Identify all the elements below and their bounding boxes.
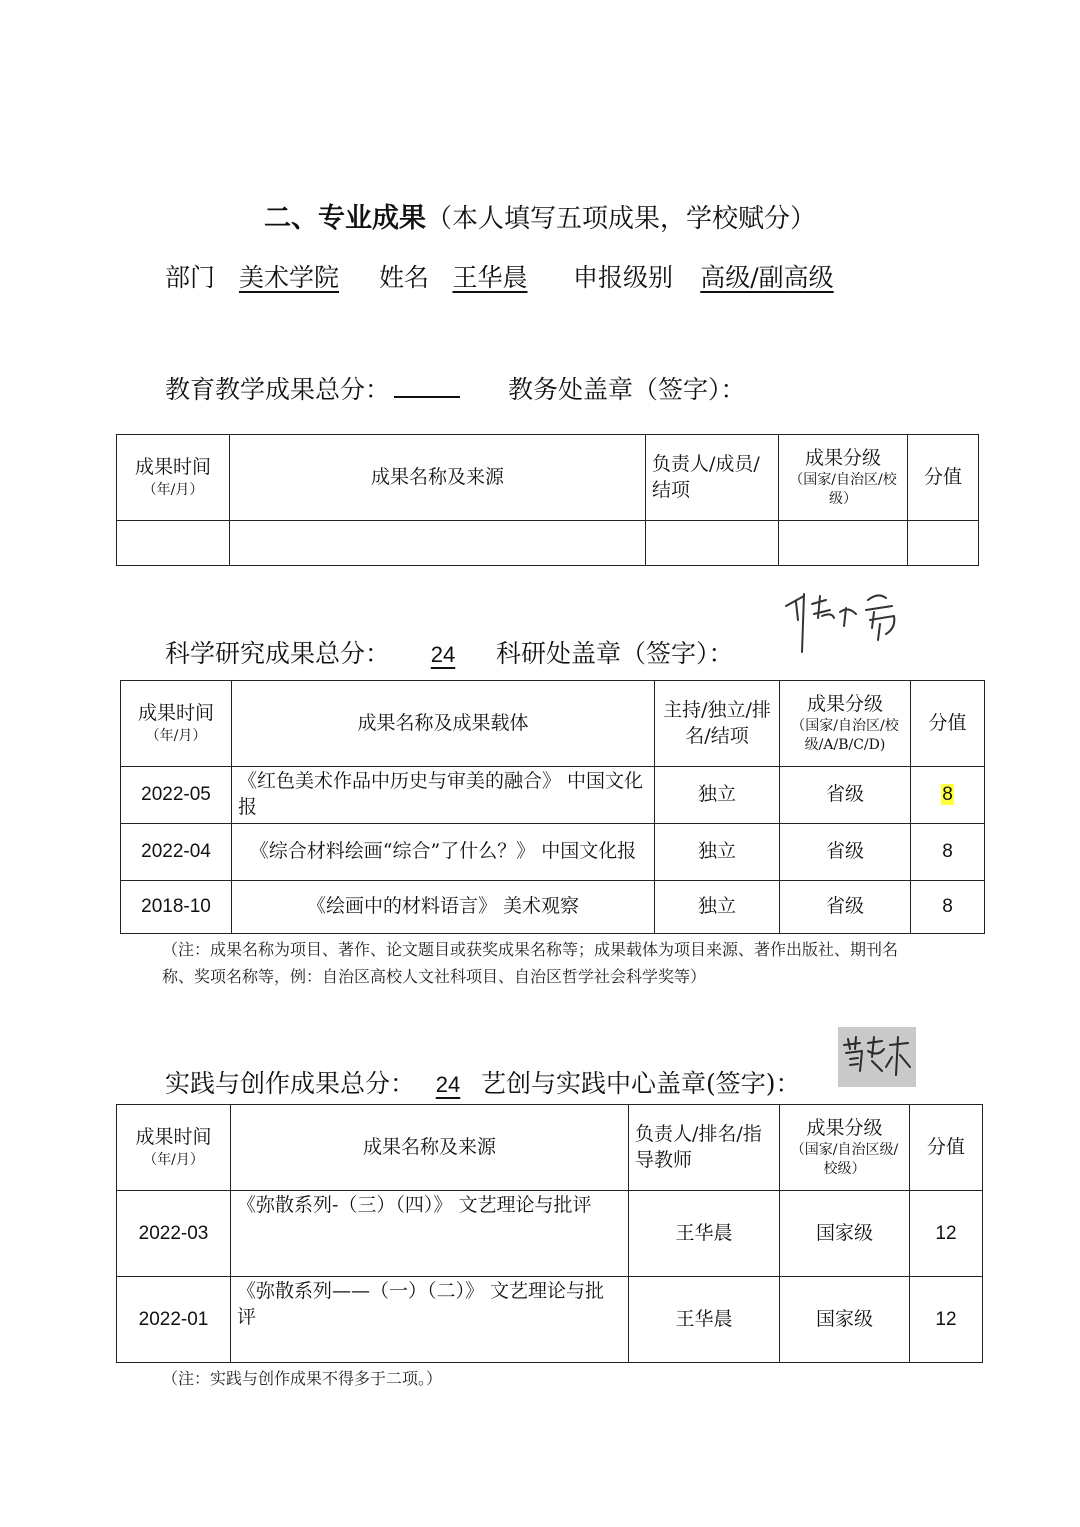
header-score: 分值 xyxy=(910,1105,983,1191)
research-table xyxy=(120,680,985,934)
title-main: 二、专业成果 xyxy=(263,203,426,234)
dept-value: 美术学院 xyxy=(239,263,340,292)
header-score: 分值 xyxy=(908,435,979,521)
header-level: 成果分级 （国家/自治区级/校级） xyxy=(780,1105,910,1191)
practice-total-label: 实践与创作成果总分： xyxy=(165,1069,416,1098)
education-total-blank xyxy=(394,396,460,398)
education-header-row xyxy=(117,435,979,521)
education-total-line xyxy=(165,370,745,406)
practice-table xyxy=(116,1104,983,1363)
header-name: 成果名称及来源 xyxy=(230,435,646,521)
practice-note: （注：实践与创作成果不得多于二项。） xyxy=(162,1369,443,1388)
table-row: 2022-01 《弥散系列——（一）（二）》 文艺理论与批评 王华晨 国家级 12 xyxy=(117,1277,983,1363)
table-row: 2022-03 《弥散系列-（三）（四）》 文艺理论与批评 王华晨 国家级 12 xyxy=(117,1191,983,1277)
dept-label: 部门 xyxy=(165,263,216,292)
research-note: （注：成果名称为项目、著作、论文题目或获奖成果名称等；成果载体为项目来源、著作出版社、期刊名称、奖项名称等，例：自治区高校人文社科项目、自治区哲学社会科学奖等） xyxy=(162,940,899,987)
header-time: 成果时间 （年/月） xyxy=(121,681,232,767)
research-total-label: 科学研究成果总分： xyxy=(165,639,391,668)
header-role: 负责人/排名/指导教师 xyxy=(629,1105,780,1191)
highlighted-score: 8 xyxy=(942,784,953,806)
education-total-label: 教育教学成果总分： xyxy=(165,375,391,404)
table-row: 2018-10 《绘画中的材料语言》 美术观察 独立 省级 8 xyxy=(121,881,985,934)
education-stamp-label: 教务处盖章（签字）： xyxy=(507,375,746,404)
practice-total-value: 24 xyxy=(435,1072,461,1097)
practice-stamp-label: 艺创与实践中心盖章(签字)： xyxy=(481,1069,801,1098)
research-stamp-label: 科研处盖章（签字）： xyxy=(496,639,734,668)
header-score: 分值 xyxy=(911,681,985,767)
header-role: 主持/独立/排名/结项 xyxy=(655,681,780,767)
header-level: 成果分级 （国家/自治区/校级） xyxy=(779,435,908,521)
table-row: 2022-04 《综合材料绘画“综合”了什么？》 中国文化报 独立 省级 8 xyxy=(121,824,985,881)
practice-header-row xyxy=(117,1105,983,1191)
page-title xyxy=(0,196,1080,235)
header-role: 负责人/成员/结项 xyxy=(646,435,779,521)
research-total-value: 24 xyxy=(430,642,456,667)
education-table xyxy=(116,434,979,566)
header-time: 成果时间 （年/月） xyxy=(117,1105,231,1191)
name-value: 王华晨 xyxy=(452,263,528,292)
level-label: 申报级别 xyxy=(572,263,673,292)
header-time: 成果时间 （年/月） xyxy=(117,435,230,521)
research-total-line xyxy=(165,634,734,670)
research-header-row xyxy=(121,681,985,767)
header-name: 成果名称及成果载体 xyxy=(232,681,655,767)
header-name: 成果名称及来源 xyxy=(231,1105,629,1191)
table-row: 2022-05 《红色美术作品中历史与审美的融合》 中国文化报 独立 省级 8 xyxy=(121,767,985,824)
practice-signature xyxy=(838,1027,916,1087)
applicant-line xyxy=(165,258,861,294)
practice-total-line xyxy=(165,1064,801,1100)
level-value: 高级/副高级 xyxy=(700,263,834,292)
header-level: 成果分级 （国家/自治区/校级/A/B/C/D) xyxy=(780,681,911,767)
research-signature xyxy=(782,588,912,658)
education-empty-row xyxy=(117,521,979,566)
name-label: 姓名 xyxy=(378,263,429,292)
title-paren: （本人填写五项成果，学校赋分） xyxy=(425,204,816,234)
